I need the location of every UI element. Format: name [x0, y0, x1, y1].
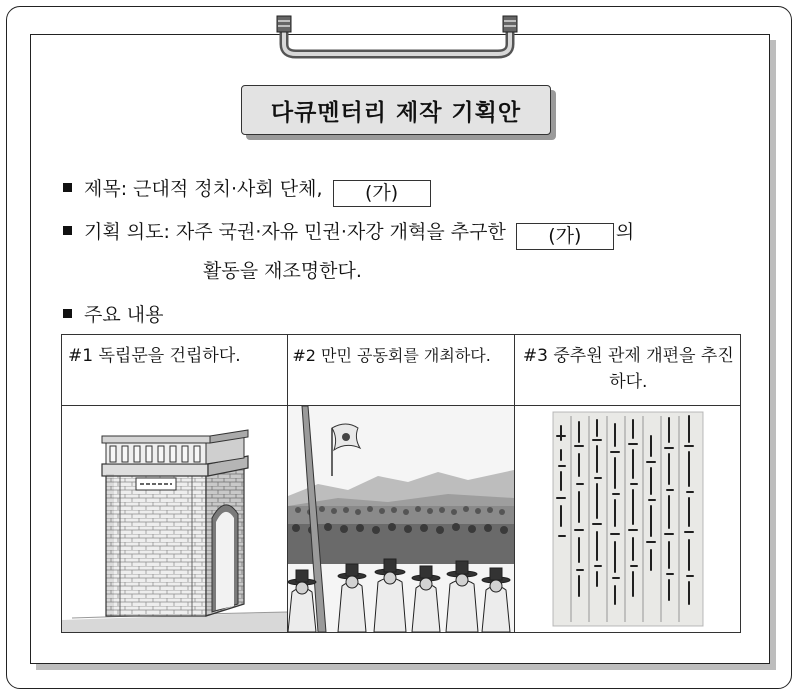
subject-blank [333, 180, 431, 207]
table-header-cell-3 [514, 335, 740, 406]
intent-blank-text: (가) [548, 225, 582, 247]
cell-text: 중추원 관제 개편을 추진하다. [553, 346, 734, 392]
cell-number: #2 [292, 346, 316, 365]
cell-number: #1 [68, 346, 94, 366]
intent-line [63, 219, 634, 250]
page-title [241, 85, 551, 135]
image-cell-3 [514, 406, 740, 633]
main-content-label: 주요 내용 [84, 304, 164, 326]
independence-gate-drawing [62, 406, 288, 632]
cell-text: 만민 공동회를 개최하다. [321, 346, 491, 365]
intent-label-2: 활동을 재조명한다. [203, 260, 362, 282]
subject-line [63, 176, 431, 207]
intent-particle: 의 [615, 221, 635, 243]
content-table [61, 334, 741, 633]
table-header-cell-1 [62, 335, 288, 406]
table-header-cell-2 [288, 335, 514, 406]
mass-meeting-drawing [288, 406, 514, 632]
intent-label: 기획 의도: 자주 국권·자유 민권·자강 개혁을 추구한 [84, 221, 506, 243]
cell-text: 독립문을 건립하다. [98, 346, 241, 366]
cell-number: #3 [522, 346, 548, 366]
intent-line-2 [203, 258, 362, 284]
subject-blank-text: (가) [364, 182, 399, 204]
main-content-heading [63, 302, 163, 328]
clipboard-clip-icon [270, 14, 524, 60]
council-document-photo [515, 406, 741, 632]
intent-blank [516, 223, 614, 250]
subject-label: 제목: 근대적 정치·사회 단체, [84, 178, 323, 200]
image-cell-1 [62, 406, 288, 633]
bullet-icon [63, 183, 72, 192]
bullet-icon [63, 309, 72, 318]
bullet-icon [63, 226, 72, 235]
image-cell-2 [288, 406, 514, 633]
page-title-text: 다큐멘터리 제작 기획안 [270, 99, 522, 126]
